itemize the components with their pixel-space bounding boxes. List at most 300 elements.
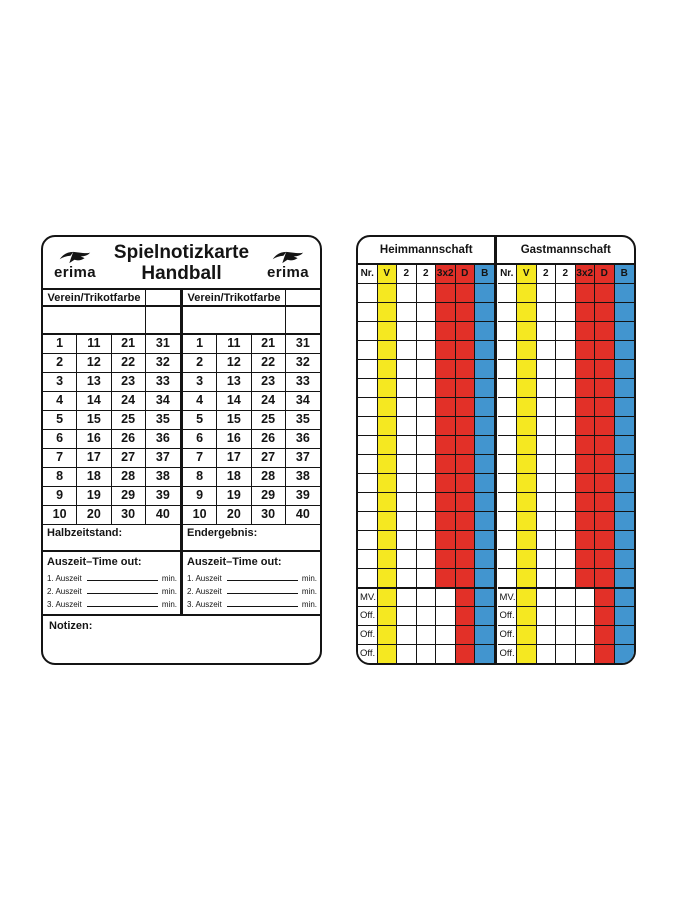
score-number-cell: 18 [77,468,111,487]
tally-cell [615,645,635,664]
tally-cell [517,607,537,626]
score-number-cell: 24 [112,392,146,411]
score-number-cell: 24 [252,392,286,411]
tally-cell [556,493,576,512]
tally-cell [358,322,378,341]
tally-cell [456,398,476,417]
tally-cell [498,284,518,303]
score-number-cell: 30 [252,506,286,525]
tally-cell [576,360,596,379]
tally-cell [475,284,495,303]
tally-column-header: 2 [417,265,437,284]
tally-cell [556,341,576,360]
tally-cell [615,417,635,436]
score-number-cell: 39 [286,487,320,506]
center-divider [494,237,497,663]
club-color-label: Verein/Trikotfarbe [43,290,146,305]
score-number-cell: 14 [77,392,111,411]
tally-cell [378,550,398,569]
score-number-cell: 28 [112,468,146,487]
tally-cell [456,645,476,664]
card-title-row [43,237,320,290]
score-number-cell: 6 [183,430,217,449]
score-number-cell: 1 [43,335,77,354]
tally-cell [498,360,518,379]
tally-cell [556,569,576,588]
tally-cell [456,436,476,455]
tally-cell [436,607,456,626]
score-number-cell: 27 [112,449,146,468]
tally-cell [615,569,635,588]
tally-cell [595,341,615,360]
tally-cell [417,398,437,417]
score-number-cell: 3 [183,373,217,392]
tally-cell [397,588,417,607]
tally-cell [595,569,615,588]
tally-cell [417,493,437,512]
tally-cell [358,474,378,493]
score-number-cell: 25 [252,411,286,430]
score-number-cell: 35 [146,411,180,430]
erima-wing-icon [271,249,305,266]
tally-cell [358,398,378,417]
tally-cell [417,436,437,455]
tally-cell [397,303,417,322]
tally-cell [537,417,557,436]
tally-cell [537,569,557,588]
home-club-header [43,290,180,305]
tally-cell [595,550,615,569]
score-number-cell: 21 [252,335,286,354]
tally-cell [475,341,495,360]
tally-column-header: B [615,265,635,284]
tally-cell [475,512,495,531]
guest-team-header: Gastmannschaft [520,244,611,256]
tally-cell [517,303,537,322]
blank-cell [146,307,180,333]
tally-cell [498,341,518,360]
tally-cell [378,398,398,417]
tally-cell [378,493,398,512]
tally-cell [498,417,518,436]
tally-cell [576,531,596,550]
tally-cell [556,417,576,436]
tally-cell [537,531,557,550]
tally-cell [615,379,635,398]
tally-cell [556,550,576,569]
tally-cell [615,284,635,303]
score-number-cell: 35 [286,411,320,430]
score-number-cell: 8 [183,468,217,487]
timeout-header: Auszeit–Time out: [187,556,282,568]
tally-cell [537,322,557,341]
tally-cell [475,645,495,664]
tally-column-header: Nr. [498,265,518,284]
score-number-cell: 7 [183,449,217,468]
tally-cell [615,455,635,474]
tally-cell [378,474,398,493]
tally-cell [517,512,537,531]
tally-cell [498,322,518,341]
tally-cell [358,341,378,360]
tally-column-header: D [595,265,615,284]
score-number-cell: 30 [112,506,146,525]
tally-cell [517,436,537,455]
officials-row-label: Off. [498,626,518,645]
halftime-score-label: Halbzeitstand: [47,527,123,539]
score-number-cell: 5 [183,411,217,430]
tally-cell [378,531,398,550]
tally-cell [595,626,615,645]
minutes-label: min. [161,600,177,609]
score-number-cell: 23 [252,373,286,392]
tally-cell [576,645,596,664]
tally-cell [456,493,476,512]
penalty-tally-card [356,235,636,665]
officials-row-label: Off. [358,626,378,645]
tally-cell [498,455,518,474]
tally-cell [576,512,596,531]
tally-cell [378,607,398,626]
title-line-1: Spielnotizkarte [113,241,250,263]
score-number-cell: 27 [252,449,286,468]
score-number-cell: 3 [43,373,77,392]
fill-in-rule [87,593,158,594]
score-number-cell: 28 [252,468,286,487]
tally-cell [436,550,456,569]
tally-cell [417,455,437,474]
tally-cell [576,474,596,493]
tally-cell [456,512,476,531]
tally-cell [556,626,576,645]
minutes-label: min. [301,574,317,583]
tally-cell [417,626,437,645]
score-number-cell: 34 [286,392,320,411]
tally-cell [358,303,378,322]
entry-cell [43,307,146,333]
score-number-cell: 36 [146,430,180,449]
tally-cell [537,341,557,360]
tally-cell [595,303,615,322]
erima-brand-right [256,246,320,280]
tally-cell [498,379,518,398]
tally-cell [556,455,576,474]
tally-cell [556,474,576,493]
tally-cell [417,569,437,588]
tally-column-header: 2 [556,265,576,284]
score-number-cell: 15 [217,411,251,430]
tally-cell [475,550,495,569]
tally-cell [417,512,437,531]
score-number-cell: 22 [252,354,286,373]
tally-cell [498,569,518,588]
tally-cell [517,417,537,436]
guest-club-entry [183,307,320,333]
blank-cell [146,290,180,305]
tally-cell [517,341,537,360]
tally-cell [417,607,437,626]
score-number-cell: 32 [286,354,320,373]
title-line-2: Handball [141,262,222,284]
tally-column-header: 3x2 [576,265,596,284]
tally-cell [456,360,476,379]
tally-cell [615,607,635,626]
tally-cell [556,379,576,398]
tally-cell [517,322,537,341]
tally-cell [397,436,417,455]
tally-cell [556,531,576,550]
officials-row-label: MV. [498,588,518,607]
tally-cell [595,379,615,398]
fill-in-rule [227,606,298,607]
score-number-cell: 39 [146,487,180,506]
tally-cell [417,360,437,379]
tally-cell [358,455,378,474]
tally-cell [378,626,398,645]
tally-cell [436,569,456,588]
tally-cell [517,398,537,417]
erima-wing-icon [58,249,92,266]
home-tally-grid [358,265,495,664]
tally-cell [615,474,635,493]
tally-cell [436,626,456,645]
tally-cell [397,569,417,588]
tally-cell [615,398,635,417]
tally-cell [576,398,596,417]
tally-cell [378,360,398,379]
fill-in-rule [227,580,298,581]
score-number-cell: 1 [183,335,217,354]
erima-brand-left [43,246,107,280]
score-number-cell: 16 [77,430,111,449]
tally-column-header: V [517,265,537,284]
minutes-label: min. [301,600,317,609]
tally-cell [615,341,635,360]
tally-cell [475,474,495,493]
entry-cell [183,307,286,333]
tally-cell [615,626,635,645]
tally-cell [358,569,378,588]
minutes-label: min. [161,587,177,596]
tally-cell [475,607,495,626]
final-score-label: Endergebnis: [187,527,258,539]
tally-cell [517,645,537,664]
tally-cell [456,626,476,645]
blank-cell [286,307,320,333]
tally-cell [475,455,495,474]
tally-column-header: 3x2 [436,265,456,284]
score-number-cell: 23 [112,373,146,392]
tally-cell [498,512,518,531]
tally-cell [436,379,456,398]
officials-row-label: Off. [358,607,378,626]
tally-cell [358,436,378,455]
tally-cell [576,550,596,569]
tally-cell [417,303,437,322]
center-divider [180,288,183,614]
timeout-entry-label: 1. Auszeit [187,574,222,583]
tally-cell [378,569,398,588]
tally-cell [397,284,417,303]
timeout-entry-label: 2. Auszeit [47,587,82,596]
tally-cell [475,569,495,588]
tally-cell [397,626,417,645]
score-number-cell: 26 [112,430,146,449]
fill-in-rule [87,580,158,581]
tally-cell [556,436,576,455]
score-number-cell: 37 [146,449,180,468]
tally-cell [537,607,557,626]
tally-cell [436,360,456,379]
tally-cell [397,417,417,436]
timeout-entry-label: 3. Auszeit [187,600,222,609]
score-number-cell: 12 [77,354,111,373]
timeout-entry-label: 2. Auszeit [187,587,222,596]
tally-cell [537,512,557,531]
tally-cell [556,645,576,664]
tally-column-header: B [475,265,495,284]
tally-cell [576,379,596,398]
score-number-cell: 13 [217,373,251,392]
tally-cell [456,531,476,550]
tally-cell [595,322,615,341]
tally-cell [615,360,635,379]
tally-cell [537,360,557,379]
tally-cell [378,284,398,303]
tally-cell [498,474,518,493]
tally-cell [378,455,398,474]
tally-cell [397,512,417,531]
score-number-cell: 2 [183,354,217,373]
score-number-cell: 31 [286,335,320,354]
home-team-header: Heimmannschaft [379,244,473,256]
home-timeout-block [43,552,180,614]
score-number-cell: 4 [183,392,217,411]
tally-cell [595,360,615,379]
tally-cell [615,322,635,341]
tally-cell [595,588,615,607]
tally-cell [556,588,576,607]
tally-cell [397,493,417,512]
tally-cell [498,303,518,322]
tally-cell [537,455,557,474]
tally-cell [576,417,596,436]
timeout-line [46,583,178,596]
score-number-cell: 40 [286,506,320,525]
tally-cell [456,607,476,626]
tally-cell [397,455,417,474]
score-number-cell: 21 [112,335,146,354]
tally-cell [475,322,495,341]
timeout-entry-label: 3. Auszeit [47,600,82,609]
guest-score-grid [183,335,320,525]
tally-cell [378,436,398,455]
tally-cell [576,588,596,607]
home-club-entry [43,307,180,333]
timeout-line [46,596,178,609]
timeout-entry-label: 1. Auszeit [47,574,82,583]
minutes-label: min. [161,574,177,583]
tally-cell [615,493,635,512]
score-number-cell: 2 [43,354,77,373]
tally-cell [517,569,537,588]
tally-cell [358,531,378,550]
tally-cell [537,436,557,455]
tally-cell [475,531,495,550]
tally-cell [378,322,398,341]
timeout-line [186,570,318,583]
tally-cell [436,493,456,512]
tally-cell [417,531,437,550]
tally-cell [436,398,456,417]
tally-cell [595,493,615,512]
tally-cell [397,379,417,398]
tally-cell [537,303,557,322]
tally-cell [595,284,615,303]
score-number-cell: 17 [77,449,111,468]
score-number-cell: 13 [77,373,111,392]
tally-cell [556,607,576,626]
notes-label: Notizen: [49,620,93,632]
score-number-cell: 8 [43,468,77,487]
tally-cell [436,455,456,474]
tally-cell [576,626,596,645]
tally-cell [556,322,576,341]
tally-cell [576,569,596,588]
score-number-cell: 26 [252,430,286,449]
score-number-cell: 40 [146,506,180,525]
tally-cell [456,341,476,360]
officials-row-label: MV. [358,588,378,607]
tally-cell [595,607,615,626]
score-number-cell: 37 [286,449,320,468]
score-number-cell: 22 [112,354,146,373]
tally-cell [456,474,476,493]
score-number-cell: 12 [217,354,251,373]
tally-cell [475,303,495,322]
tally-cell [537,398,557,417]
tally-cell [456,569,476,588]
tally-cell [378,341,398,360]
tally-cell [378,417,398,436]
tally-cell [595,455,615,474]
score-number-cell: 33 [286,373,320,392]
timeout-header: Auszeit–Time out: [47,556,142,568]
tally-cell [517,550,537,569]
tally-cell [498,398,518,417]
score-number-cell: 15 [77,411,111,430]
tally-cell [358,417,378,436]
blank-cell [286,290,320,305]
tally-cell [397,398,417,417]
score-number-cell: 17 [217,449,251,468]
tally-cell [436,474,456,493]
tally-column-header: 2 [537,265,557,284]
tally-cell [397,645,417,664]
tally-cell [537,493,557,512]
tally-cell [475,626,495,645]
tally-cell [595,436,615,455]
tally-cell [517,531,537,550]
tally-cell [417,284,437,303]
tally-cell [456,550,476,569]
tally-column-header: 2 [397,265,417,284]
tally-cell [498,550,518,569]
timeout-lines [186,570,318,609]
score-number-cell: 32 [146,354,180,373]
tally-cell [595,417,615,436]
tally-cell [358,284,378,303]
